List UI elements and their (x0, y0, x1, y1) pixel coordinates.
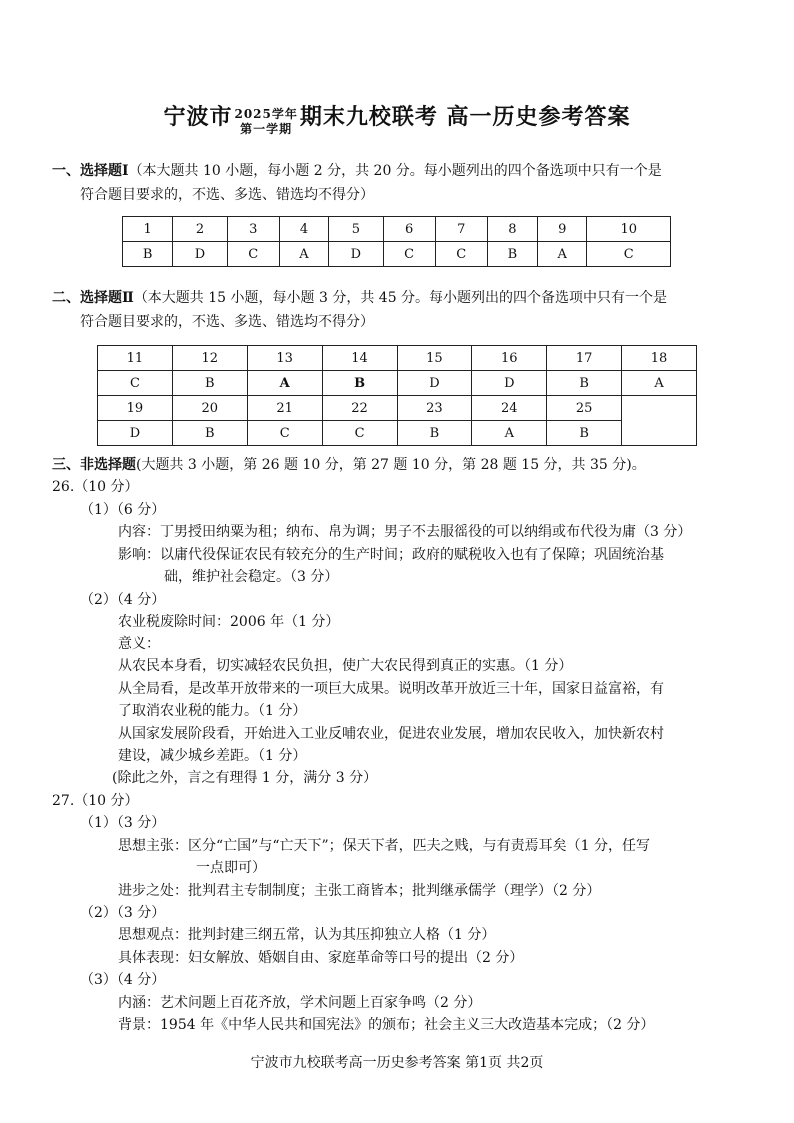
section1-line1 (52, 161, 662, 181)
q26-label: 26.（10 分） (52, 479, 139, 495)
section3-heading: 三、非选择题 (52, 457, 136, 473)
answer-cell: D (98, 421, 173, 446)
answer-cell: C (383, 242, 435, 267)
table2-answer-row-1 (98, 371, 697, 396)
question-number-cell: 14 (322, 346, 397, 371)
answer-cell: C (98, 371, 173, 396)
q26-p2-b1: 从全局看，是改革开放带来的一项巨大成果。说明改革开放近三十年，国家日益富裕，有 (118, 681, 664, 697)
q27-p2-view: 思想观点：批判封建三纲五常，认为其压抑独立人格（1 分） (118, 927, 496, 943)
section1-desc2: 符合题目要求的，不选、多选、错选均不得分） (80, 187, 374, 203)
title-prefix: 宁波市 (163, 104, 233, 130)
q26-p2-label: （2）（4 分） (80, 592, 166, 608)
title-suffix: 期末九校联考 高一历史参考答案 (299, 104, 631, 130)
section1-heading: 一、选择题Ⅰ (52, 163, 129, 179)
section2-desc1: （本大题共 15 小题，每小题 3 分，共 45 分。每小题列出的四个备选项中只有一个是 (133, 290, 668, 306)
title-semester: 第一学期 (240, 122, 293, 136)
answer-cell: A (622, 371, 697, 396)
q27-p1-idea1: 思想主张：区分“亡国”与“亡天下”；保天下者，匹夫之贱，与有责焉耳矣（1 分，任写 (118, 838, 650, 854)
q27-p2-label: （2）（3 分） (80, 905, 166, 921)
question-number-cell: 8 (487, 217, 537, 242)
q26-p1-effect1: 影响：以庸代役保证农民有较充分的生产时间；政府的赋税收入也有了保障；巩固统治基 (118, 547, 664, 563)
table1-answer-row (123, 242, 671, 267)
answer-cell: D (397, 371, 472, 396)
question-number-cell: 16 (472, 346, 547, 371)
question-number-cell: 5 (329, 217, 383, 242)
answer-cell: D (329, 242, 383, 267)
question-number-cell: 22 (322, 396, 397, 421)
answer-cell: A (247, 371, 322, 396)
table1-number-row (123, 217, 671, 242)
section2-desc2: 符合题目要求的，不选、多选、错选均不得分） (80, 314, 374, 330)
question-number-cell: 3 (227, 217, 279, 242)
answer-cell: A (279, 242, 328, 267)
question-number-cell: 15 (397, 346, 472, 371)
answer-cell: B (487, 242, 537, 267)
question-number-cell: 11 (98, 346, 173, 371)
answer-cell: B (123, 242, 173, 267)
table2-answer-row-2 (98, 421, 697, 446)
question-number-cell: 17 (547, 346, 622, 371)
answer-cell: A (538, 242, 587, 267)
title-year: 2025学年 (234, 107, 298, 121)
question-number-cell: 1 (123, 217, 173, 242)
answer-cell: B (547, 371, 622, 396)
page-title (0, 100, 794, 136)
section3-line (52, 455, 646, 475)
table2-number-row-2 (98, 396, 697, 421)
answer-cell: C (247, 421, 322, 446)
answer-cell: D (472, 371, 547, 396)
section3-desc: (大题共 3 小题，第 26 题 10 分，第 27 题 10 分，第 28 题 15 分，共 35 分)。 (136, 457, 646, 473)
answer-cell: D (173, 242, 227, 267)
q27-p3-bg: 背景：1954 年《中华人民共和国宪法》的颁布；社会主义三大改造基本完成；（2 分） (118, 1017, 655, 1033)
q26-p1-content: 内容：丁男授田纳粟为租；纳布、帛为调；男子不去服徭役的可以纳绢或布代役为庸（3 分） (118, 524, 692, 540)
question-number-cell: 10 (587, 217, 671, 242)
title-term (234, 107, 297, 137)
q26-p2-meaning: 意义： (118, 636, 160, 652)
q27-p3-label: （3）（4 分） (80, 972, 166, 988)
answer-cell: C (322, 421, 397, 446)
answer-cell: B (397, 421, 472, 446)
question-number-cell: 2 (173, 217, 227, 242)
section2-heading: 二、选择题Ⅱ (52, 290, 134, 306)
page-footer: 宁波市九校联考高一历史参考答案 第1页 共2页 (250, 1055, 544, 1071)
q27-p1-progress: 进步之处：批判君主专制制度；主张工商皆本；批判继承儒学（理学）（2 分） (118, 883, 601, 899)
q26-p2-b2: 了取消农业税的能力。（1 分） (118, 703, 307, 719)
question-number-cell: 25 (547, 396, 622, 421)
table2-number-row-1 (98, 346, 697, 371)
answer-cell: B (322, 371, 397, 396)
answer-table-2 (97, 345, 697, 446)
section1-desc1: （本大题共 10 小题，每小题 2 分，共 20 分。每小题列出的四个备选项中只有一个是 (128, 163, 662, 179)
question-number-cell: 4 (279, 217, 328, 242)
question-number-cell: 13 (247, 346, 322, 371)
empty-cell (622, 396, 697, 446)
answer-cell: B (172, 371, 247, 396)
answer-cell: B (547, 421, 622, 446)
q26-p1-effect2: 础，维护社会稳定。（3 分） (164, 569, 339, 585)
question-number-cell: 12 (172, 346, 247, 371)
question-number-cell: 7 (435, 217, 487, 242)
section2-line1 (52, 288, 667, 308)
question-number-cell: 23 (397, 396, 472, 421)
q26-p2-time: 农业税废除时间：2006 年（1 分） (118, 614, 340, 630)
question-number-cell: 19 (98, 396, 173, 421)
q26-p2-note: (除此之外，言之有理得 1 分，满分 3 分） (112, 770, 378, 786)
question-number-cell: 21 (247, 396, 322, 421)
q26-p2-c2: 建设，减少城乡差距。（1 分） (118, 748, 307, 764)
q27-label: 27.（10 分） (52, 793, 139, 809)
question-number-cell: 9 (538, 217, 587, 242)
answer-cell: A (472, 421, 547, 446)
q27-p2-expr: 具体表现：妇女解放、婚姻自由、家庭革命等口号的提出（2 分） (118, 950, 524, 966)
q27-p1-label: （1）（3 分） (80, 815, 166, 831)
answer-table-1 (122, 216, 671, 267)
q26-p1-label: （1）（6 分） (80, 502, 166, 518)
answer-cell: C (435, 242, 487, 267)
q27-p1-idea2: 一点即可） (196, 860, 266, 876)
answer-cell: C (227, 242, 279, 267)
question-number-cell: 6 (383, 217, 435, 242)
q26-p2-c1: 从国家发展阶段看，开始进入工业反哺农业，促进农业发展，增加农民收入，加快新农村 (118, 726, 664, 742)
q26-p2-a: 从农民本身看，切实减轻农民负担，使广大农民得到真正的实惠。（1 分） (118, 658, 573, 674)
q27-p3-meaning: 内涵：艺术问题上百花齐放，学术问题上百家争鸣（2 分） (118, 995, 482, 1011)
question-number-cell: 18 (622, 346, 697, 371)
question-number-cell: 20 (172, 396, 247, 421)
answer-cell: B (172, 421, 247, 446)
question-number-cell: 24 (472, 396, 547, 421)
answer-cell: C (587, 242, 671, 267)
